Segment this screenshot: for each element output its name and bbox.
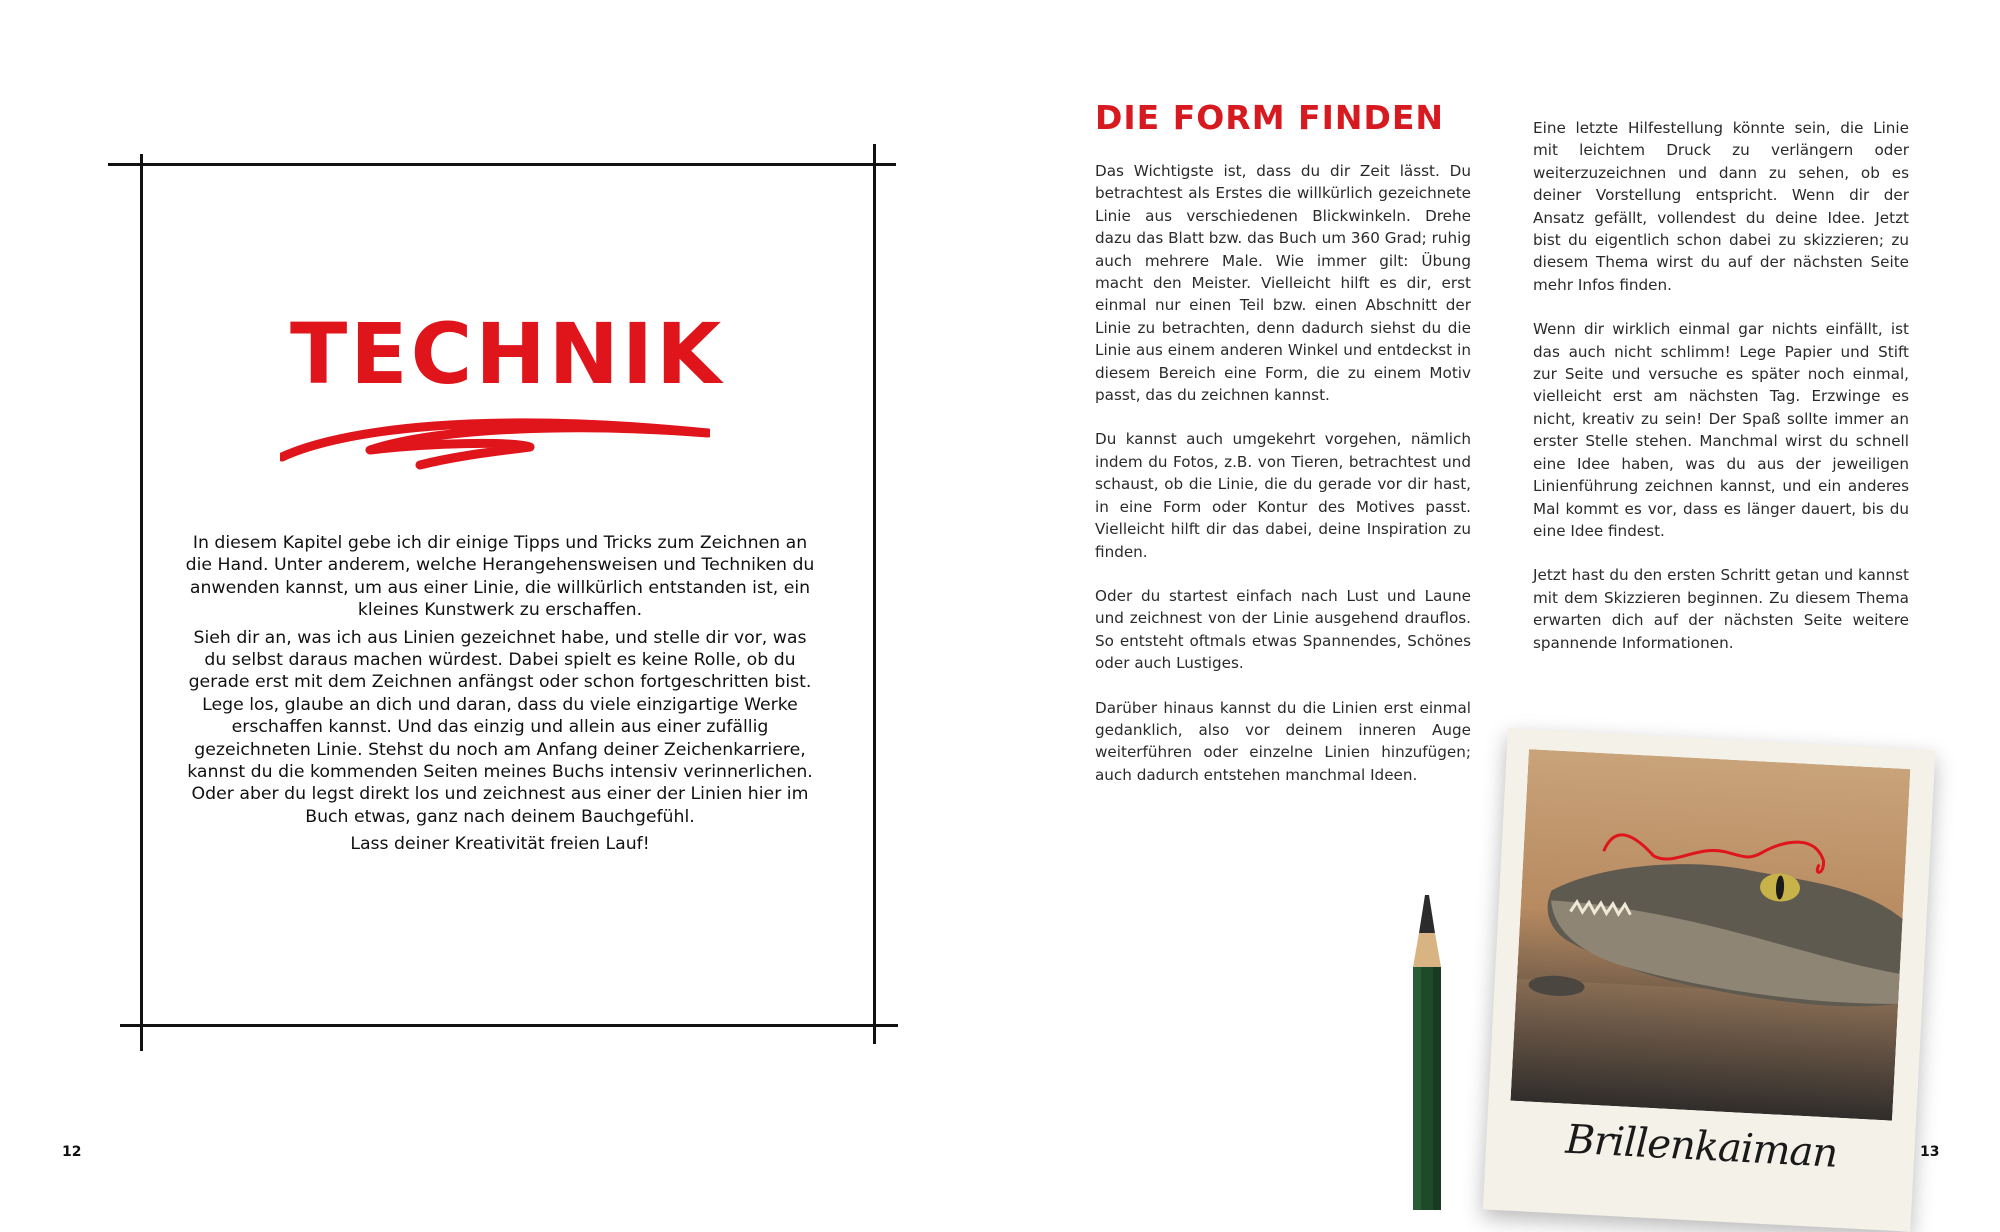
intro-paragraph: Sieh dir an, was ich aus Linien gezeichnet habe, und stelle dir vor, was du selbst daraus machen würdest. Dabei spielt es keine Rolle, ob du gerade erst mit dem Zeichnen anfängst oder schon fortgeschritten bist. Lege los, glaube an dich und daran, dass du viele einzigartige Werke erschaffen kannst. Und das einzig und allein aus einer zufällig gezeichneten Linie. Stehst du noch am Anfang deiner Zeichenkarriere, kannst du die kommenden Seiten meines Buchs intensiv verinnerlichen. Oder aber du legst direkt los und zeichnest aus einer der Linien hier im Buch etwas, ganz nach deinem Bauchgefühl. [187, 627, 813, 827]
red-swoosh [280, 405, 710, 475]
intro-paragraph: Lass deiner Kreativität freien Lauf! [350, 834, 650, 855]
page-number-left: 12 [62, 1144, 82, 1160]
page-number-right: 13 [1920, 1144, 1940, 1160]
section-heading: DIE FORM FINDEN [1095, 98, 1445, 137]
body-paragraph: Eine letzte Hilfestellung könnte sein, die Linie mit leichtem Druck zu verlängern oder weiterzuzeichnen und dann zu sehen, ob es deiner Vorstellung entspricht. Wenn dir der Ansatz gefällt, vollendest du deine Idee. Jetzt bist du eigentlich schon dabei zu skizzieren; zu diesem Thema wirst du auf der nächsten Seite mehr Infos finden. [1533, 119, 1909, 294]
body-paragraph: Jetzt hast du den ersten Schritt getan und kannst mit dem Skizzieren beginnen. Zu diesem Thema erwarten dich auf der nächsten Seite weitere spannende Informationen. [1533, 566, 1909, 652]
frame-line-right [873, 144, 876, 1044]
pencil-illustration [1405, 895, 1455, 1210]
chapter-title: TECHNIK [290, 305, 725, 403]
polaroid-photo [1483, 728, 1936, 1232]
frame-line-left [140, 154, 143, 1051]
body-paragraph: Oder du startest einfach nach Lust und Laune und zeichnest von der Linie ausgehend drauflos. So entsteht oftmals etwas Spannendes, Schönes oder auch Lustiges. [1095, 586, 1471, 673]
caiman-illustration [1511, 749, 1911, 1121]
body-paragraph: Das Wichtigste ist, dass du dir Zeit lässt. Du betrachtest als Erstes die willkürlich gezeichnete Linie aus verschiedenen Blickwinkeln. Drehe dazu das Blatt bzw. das Buch um 360 Grad; ruhig auch mehrere Male. Wie immer gilt: Übung macht den Meister. Vielleicht hilft es dir, erst einmal nur einen Teil bzw. einen Abschnitt der Linie zu betrachten, denn dadurch siehst du die Linie aus einem anderen Winkel und entdeckst in diesem Bereich eine Form, die zu einem Motiv passt, das du zeichnen kannst. [1095, 162, 1471, 405]
photo-caption: Brillenkaiman [1564, 1116, 1839, 1177]
chapter-intro [185, 532, 815, 861]
intro-paragraph: In diesem Kapitel gebe ich dir einige Tipps und Tricks zum Zeichnen an die Hand. Unter anderem, welche Herangehensweisen und Techniken du anwenden kannst, um aus einer Linie, die willkürlich entstanden ist, ein kleines Kunstwerk zu erschaffen. [185, 533, 815, 621]
frame-line-bottom [120, 1024, 898, 1027]
text-column-2 [1533, 117, 1909, 676]
frame-line-top [108, 163, 896, 166]
caiman-photo [1511, 749, 1911, 1121]
body-paragraph: Darüber hinaus kannst du die Linien erst einmal gedanklich, also vor deinem inneren Auge weiterführen oder einzelne Linien hinzufügen; auch dadurch entstehen manchmal Ideen. [1095, 698, 1471, 784]
body-paragraph: Wenn dir wirklich einmal gar nichts einfällt, ist das auch nicht schlimm! Lege Papier und Stift zur Seite und versuche es später noch einmal, vielleicht erst am nächsten Tag. Erzwinge es nicht, kreativ zu sein! Der Spaß sollte immer an erster Stelle stehen. Manchmal wirst du schnell eine Idee haben, was du aus der jeweiligen Linienführung zeichnen kannst, und ein anderes Mal kommt es vor, dass es länger dauert, bis du eine Idee findest. [1533, 320, 1909, 540]
text-column-1 [1095, 160, 1471, 808]
body-paragraph: Du kannst auch umgekehrt vorgehen, nämlich indem du Fotos, z.B. von Tieren, betrachtest und schaust, ob die Linie, die du gerade vor dir hast, in eine Form oder Kontur des Motives passt. Vielleicht hilft dir das dabei, deine Inspiration zu finden. [1095, 430, 1471, 561]
